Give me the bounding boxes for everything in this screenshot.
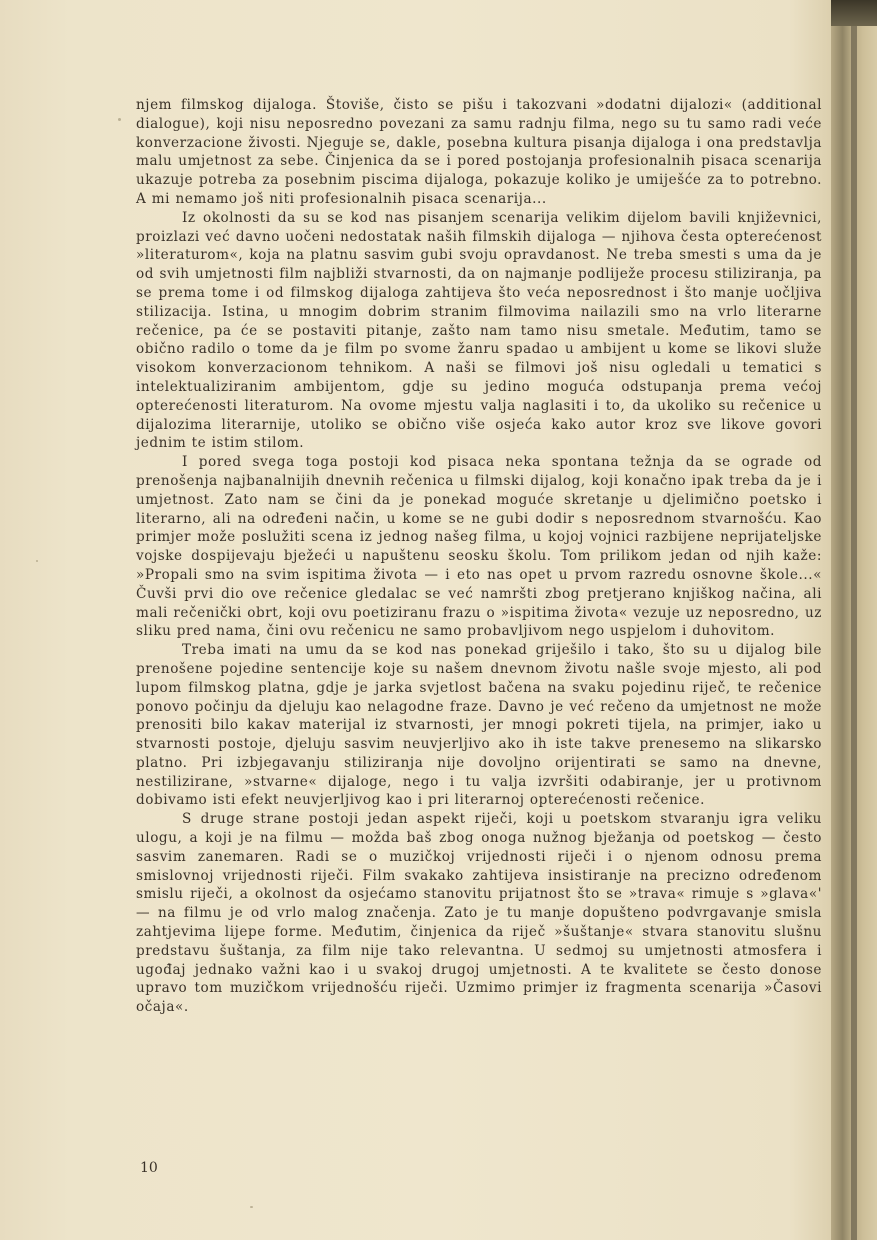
paragraph: S druge strane postoji jedan aspekt riječi, koji u poetskom stvaranju igra veliku ulogu, a koji je na filmu — možda baš zbog onoga nužnog bježanja od poetskog — često sasvim zanemaren. Radi se o muzičkoj vrijednosti riječi i o njenom odnosu prema smislovnoj vrijednosti riječi. Film svakako zahtijeva insistiranje na precizno određenom smislu riječi, a okolnost da osjećamo stanovitu prijatnost što se »trava« rimuje s »glava«' — na filmu je od vrlo malog značenja. Zato je tu manje dopušteno podvrgavanje smisla zahtjevima lijepe forme. Međutim, činjenica da riječ »šuštanje« stvara stanovitu slušnu predstavu šuštanja, za film nije tako relevantna. U sedmoj su umjetnosti atmosfera i ugođaj jednako važni kao i u svakoj drugoj umjetnosti. A te kvalitete se često donose upravo tom muzičkom vrijednošću riječi. Uzmimo primjer iz fragmenta scenarija »Časovi očaja«. — [136, 811, 822, 1016]
paragraph: njem filmskog dijaloga. Štoviše, čisto se pišu i takozvani »dodatni dijalozi« (additional dialogue), koji nisu neposredno povezani za samu radnju filma, nego su tu samo radi veće konverzacione živosti. Njeguje se, dakle, posebna kultura pisanja dijaloga i ona predstavlja malu umjetnost za sebe. Činjenica da se i pored postojanja profesionalnih pisaca scenarija ukazuje potreba za posebnim piscima dijaloga, pokazuje koliko je umiješće za to potrebno. A mi nemamo još niti profesionalnih pisaca scenarija... — [136, 97, 822, 207]
paragraph: Iz okolnosti da su se kod nas pisanjem scenarija velikim dijelom bavili književnici, proizlazi već davno uočeni nedostatak naših filmskih dijaloga — njihova česta opterećenost »literaturom«, koja na platnu sasvim gubi svoju opravdanost. Ne treba smesti s uma da je od svih umjetnosti film najbliži stvarnosti, da on najmanje podliježe procesu stiliziranja, pa se prema tome i od filmskog dijaloga zahtijeva što veća neposrednost i što manje uočljiva stilizacija. Istina, u mnogim dobrim stranim filmovima nailazili smo na vrlo literarne rečenice, pa će se postaviti pitanje, zašto nam tamo nisu smetale. Međutim, tamo se obično radilo o tome da je film po svome žanru spadao u ambijent u kome se likovi služe visokom konverzacionom tehnikom. A naši se filmovi još nisu ogledali u tematici s intelektualiziranim ambijentom, gdje su jedino moguća odstupanja prema većoj opterećenosti literaturom. Na ovome mjestu valja naglasiti i to, da ukoliko su rečenice u dijalozima literarnije, utoliko se obično više osjeća kako autor kroz sve likove govori jednim te istim stilom. — [136, 209, 822, 452]
body-text — [136, 96, 822, 1017]
paper-speck — [36, 560, 38, 562]
paragraph: Treba imati na umu da se kod nas ponekad griješilo i tako, što su u dijalog bile prenošene pojedine sentencije koje su našem dnevnom životu našle svoje mjesto, ali pod lupom filmskog platna, gdje je jarka svjetlost bačena na svaku pojedinu riječ, te rečenice ponovo počinju da djeluju kao nelagodne fraze. Davno je već rečeno da umjetnost ne može prenositi bilo kakav materijal iz stvarnosti, jer mnogi pokreti tijela, na primjer, iako u stvarnosti postoje, djeluju sasvim neuvjerljivo ako ih iste takve prenesemo na slikarsko platno. Pri izbjegavanju stiliziranja nije dovoljno orijentirati se samo na dnevne, nestilizirane, »stvarne« dijaloge, nego i tu valja izvršiti odabiranje, jer u protivnom dobivamo isti efekt neuvjerljivog kao i pri literarnoj opterećenosti rečenice. — [136, 642, 822, 809]
page-number: 10 — [140, 1160, 158, 1176]
paper-speck — [250, 1206, 253, 1208]
corner-shadow — [831, 0, 877, 26]
paper-speck — [118, 118, 121, 121]
paragraph: I pored svega toga postoji kod pisaca neka spontana težnja da se ograde od prenošenja najbanalnijih dnevnih rečenica u filmski dijalog, koji konačno ipak treba da je i umjetnost. Zato nam se čini da je ponekad moguće skretanje u djelimično poetsko i literarno, ali na određeni način, u kome se ne gubi dodir s neposrednom stvarnošću. Kao primjer može poslužiti scena iz jednog našeg filma, u kojoj vojnici razbijene neprijateljske vojske dospijevaju bježeći u napuštenu seosku školu. Tom prilikom jedan od njih kaže: »Propali smo na svim ispitima života — i eto nas opet u prvom razredu osnovne škole...« Čuvši prvi dio ove rečenice gledalac se već namršti zbog pretjerano knjiškog načina, ali mali rečenički obrt, koji ovu poetiziranu frazu o »ispitima života« vezuje uz neposredno, uz sliku pred nama, čini ovu rečenicu ne samo probavljivom nego uspjelom i duhovitom. — [136, 454, 822, 640]
binding-shadow — [851, 0, 857, 1240]
